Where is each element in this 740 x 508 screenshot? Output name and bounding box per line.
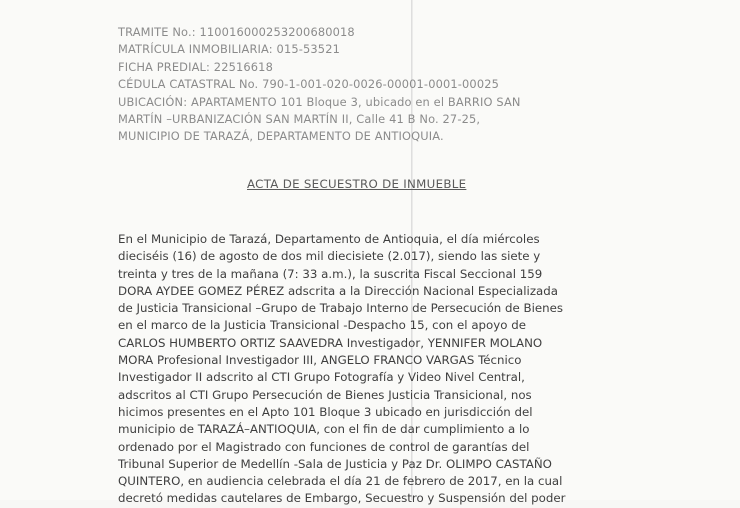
body-line: Tribunal Superior de Medellín -Sala de Justicia y Paz Dr. OLIMPO CASTAÑO [118, 456, 552, 471]
body-line: En el Municipio de Tarazá, Departamento de Antioquia, el día miércoles [118, 232, 540, 246]
header-line-cedula: CÉDULA CATASTRAL No. 790-1-001-020-0026-00001-0001-00025 [118, 77, 500, 92]
body-paragraph [118, 231, 638, 508]
body-line: DORA AYDEE GOMEZ PÉREZ adscrita a la Dirección Nacional Especializada [118, 283, 558, 298]
header-line-matricula: MATRÍCULA INMOBILIARIA: 015-53521 [118, 42, 340, 57]
document-title: ACTA DE SECUESTRO DE INMUEBLE [247, 177, 467, 191]
body-line: hicimos presentes en el Apto 101 Bloque 3 ubicado en jurisdicción del [118, 404, 533, 419]
body-line: MORA Profesional Investigador III, ANGELO FRANCO VARGAS Técnico [118, 353, 522, 368]
body-line: QUINTERO, en audiencia celebrada el día 21 de febrero de 2017, en la cual [118, 474, 563, 489]
header-line-tramite: TRAMITE No.: 110016000253200680018 [118, 25, 355, 39]
header-line-ubicacion-3: MUNICIPIO DE TARAZÁ, DEPARTAMENTO DE ANTIOQUIA. [118, 129, 444, 144]
case-header [118, 24, 538, 146]
body-line: municipio de TARAZÁ–ANTIOQUIA, con el fin de dar cumplimiento a lo [118, 422, 530, 437]
header-line-ubicacion-2: MARTÍN –URBANIZACIÓN SAN MARTÍN II, Calle 41 B No. 27-25, [118, 112, 481, 127]
body-line: decretó medidas cautelares de Embargo, Secuestro y Suspensión del poder [118, 491, 566, 506]
body-line: treinta y tres de la mañana (7: 33 a.m.), la suscrita Fiscal Seccional 159 [118, 266, 543, 281]
body-line: de Justicia Transicional –Grupo de Trabajo Interno de Persecución de Bienes [118, 301, 564, 316]
header-line-ficha: FICHA PREDIAL: 22516618 [118, 59, 273, 74]
body-line: ordenado por el Magistrado con funciones de control de garantías del [118, 439, 530, 454]
body-line: adscritos al CTI Grupo Persecución de Bienes Justicia Transicional, nos [118, 387, 532, 402]
body-line: dieciséis (16) de agosto de dos mil diecisiete (2.017), siendo las siete y [118, 249, 541, 264]
header-line-ubicacion: UBICACIÓN: APARTAMENTO 101 Bloque 3, ubicado en el BARRIO SAN [118, 94, 521, 109]
body-line: CARLOS HUMBERTO ORTIZ SAAVEDRA Investigador, YENNIFER MOLANO [118, 335, 543, 350]
body-line: en el marco de la Justicia Transicional -Despacho 15, con el apoyo de [118, 318, 526, 333]
body-line: Investigador II adscrito al CTI Grupo Fotografía y Video Nivel Central, [118, 370, 525, 385]
